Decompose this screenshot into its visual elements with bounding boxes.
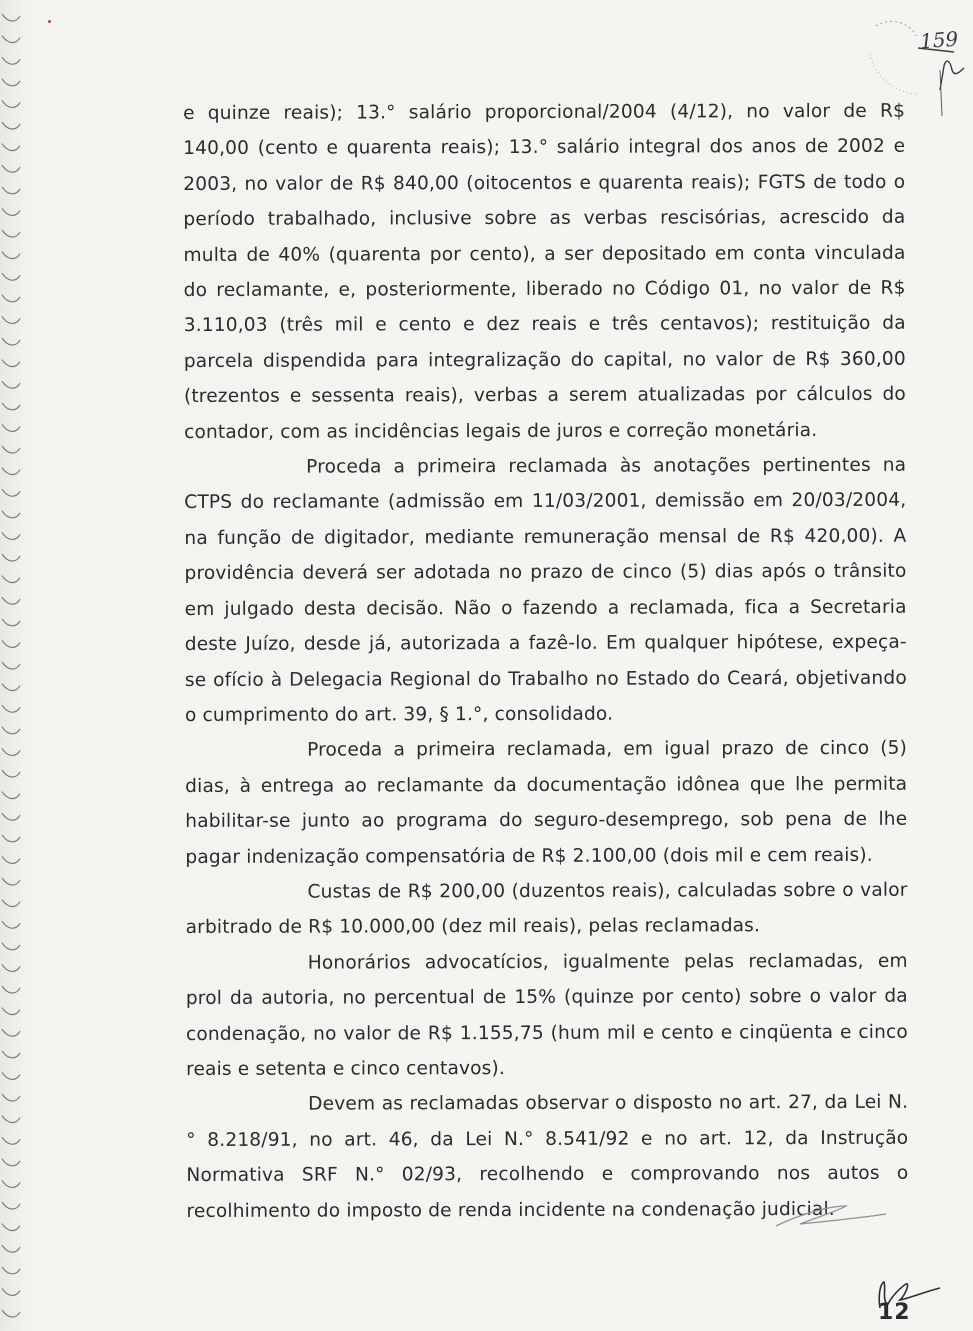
binding-hole <box>2 1310 20 1317</box>
binding-hole <box>2 165 20 172</box>
ink-speck <box>48 20 51 23</box>
binding-hole <box>2 921 20 928</box>
binding-hole <box>2 273 20 280</box>
binding-hole <box>2 705 20 712</box>
binding-hole <box>2 900 20 907</box>
binding-hole <box>2 1288 20 1295</box>
binding-hole <box>2 230 20 237</box>
binding-hole <box>2 835 20 842</box>
binding-hole <box>2 597 20 604</box>
binding-hole <box>2 144 20 151</box>
binding-hole <box>2 1008 20 1015</box>
paragraph-court-costs: Custas de R$ 200,00 (duzentos reais), calculadas sobre o valor arbitrado de R$ 10.000,00 (dez mil reais), pelas reclamadas. <box>185 879 908 939</box>
document-body <box>183 94 909 1229</box>
binding-hole <box>2 1180 20 1187</box>
binding-hole <box>2 576 20 583</box>
binding-hole <box>2 532 20 539</box>
binding-hole <box>2 79 20 86</box>
binding-hole <box>2 208 20 215</box>
binding-hole <box>2 403 20 410</box>
binding-hole <box>2 295 20 302</box>
paragraph-ctps-annotations: Proceda a primeira reclamada às anotações pertinentes na CTPS do reclamante (admissão em 11/03/2001, demissão em 20/03/2004, na função de digitador, mediante remuneração mensal de R$ 420,00). A providência deverá ser adotada no prazo de cinco (5) dias após o trânsito em julgado desta decisão. Não o fazendo a reclamada, fica a Secretaria deste Juízo, desde já, autorizada a fazê-lo. Em qualquer hipótese, expeça-se ofício à Delegacia Regional do Trabalho no Estado do Ceará, objetivando o cumprimento do art. 39, § 1.°, consolidado. <box>184 454 907 726</box>
binding-hole <box>2 1029 20 1036</box>
paragraph-continuation: e quinze reais); 13.° salário proporcional/2004 (4/12), no valor de R$ 140,00 (cento e quarenta reais); 13.° salário integral dos anos de 2002 e 2003, no valor de R$ 840,00 (oitocentos e quarenta reais); FGTS de todo o período trabalhado, inclusive sobre as verbas rescisórias, acrescido da multa de 40% (quarenta por cento), a ser depositado em conta vinculada do reclamante, e, posteriormente, liberado no Código 01, no valor de R$ 3.110,03 (três mil e cento e dez reais e três centavos); restituição da parcela dispendida para integralização do capital, no valor de R$ 360,00 (trezentos e sessenta reais), verbas a serem atualizadas por cálculos do contador, com as incidências legais de juros e correção monetária. <box>183 100 906 443</box>
binding-hole <box>2 856 20 863</box>
binding-hole <box>2 36 20 43</box>
binding-hole <box>2 187 20 194</box>
binding-hole <box>2 1267 20 1274</box>
paragraph-attorney-fees: Honorários advocatícios, igualmente pelas reclamadas, em prol da autoria, no percentual de 15% (quinze por cento) sobre o valor da condenação, no valor de R$ 1.155,75 (hum mil e cento e cinqüenta e cinco reais e setenta e cinco centavos). <box>185 950 908 1080</box>
binding-hole <box>2 684 20 691</box>
binding-hole <box>2 1116 20 1123</box>
binding-hole <box>2 316 20 323</box>
binding-hole <box>2 468 20 475</box>
binding-hole <box>2 554 20 561</box>
binding-hole <box>2 1159 20 1166</box>
binding-hole <box>2 1202 20 1209</box>
binding-hole <box>2 964 20 971</box>
binding-hole <box>2 1245 20 1252</box>
binding-hole <box>2 489 20 496</box>
binding-hole <box>2 360 20 367</box>
binding-hole <box>2 14 20 21</box>
binding-hole <box>2 122 20 129</box>
binding-hole <box>2 813 20 820</box>
binding-hole <box>2 511 20 518</box>
binding-holes <box>0 0 26 1331</box>
binding-hole <box>2 338 20 345</box>
folio-number: 159 <box>919 26 959 54</box>
paragraph-unemployment-insurance: Proceda a primeira reclamada, em igual prazo de cinco (5) dias, à entrega ao reclamante da documentação idônea que lhe permita habilitar-se junto ao programa do seguro-desemprego, sob pena de lhe pagar indenização compensatória de R$ 2.100,00 (dois mil e cem reais). <box>185 738 908 868</box>
binding-hole <box>2 100 20 107</box>
binding-hole <box>2 640 20 647</box>
binding-hole <box>2 424 20 431</box>
binding-hole <box>2 1051 20 1058</box>
binding-hole <box>2 878 20 885</box>
binding-hole <box>2 1094 20 1101</box>
binding-hole <box>2 662 20 669</box>
binding-hole <box>2 770 20 777</box>
binding-hole <box>2 57 20 64</box>
binding-hole <box>2 748 20 755</box>
binding-hole <box>2 1224 20 1231</box>
page-number: 12 <box>878 1300 911 1325</box>
signature-stroke <box>770 1196 890 1236</box>
binding-hole <box>2 1072 20 1079</box>
binding-hole <box>2 943 20 950</box>
binding-hole <box>2 619 20 626</box>
binding-hole <box>2 986 20 993</box>
binding-hole <box>2 381 20 388</box>
binding-hole <box>2 252 20 259</box>
binding-hole <box>2 792 20 799</box>
binding-hole <box>2 727 20 734</box>
binding-hole <box>2 446 20 453</box>
paragraph-income-tax: Devem as reclamadas observar o disposto no art. 27, da Lei N.° 8.218/91, no art. 46, da Lei N.° 8.541/92 e no art. 12, da Instrução Normativa SRF N.° 02/93, recolhendo e comprovando nos autos o recolhimento do imposto de renda incidente na condenação judicial. <box>186 1092 909 1222</box>
binding-hole <box>2 1137 20 1144</box>
